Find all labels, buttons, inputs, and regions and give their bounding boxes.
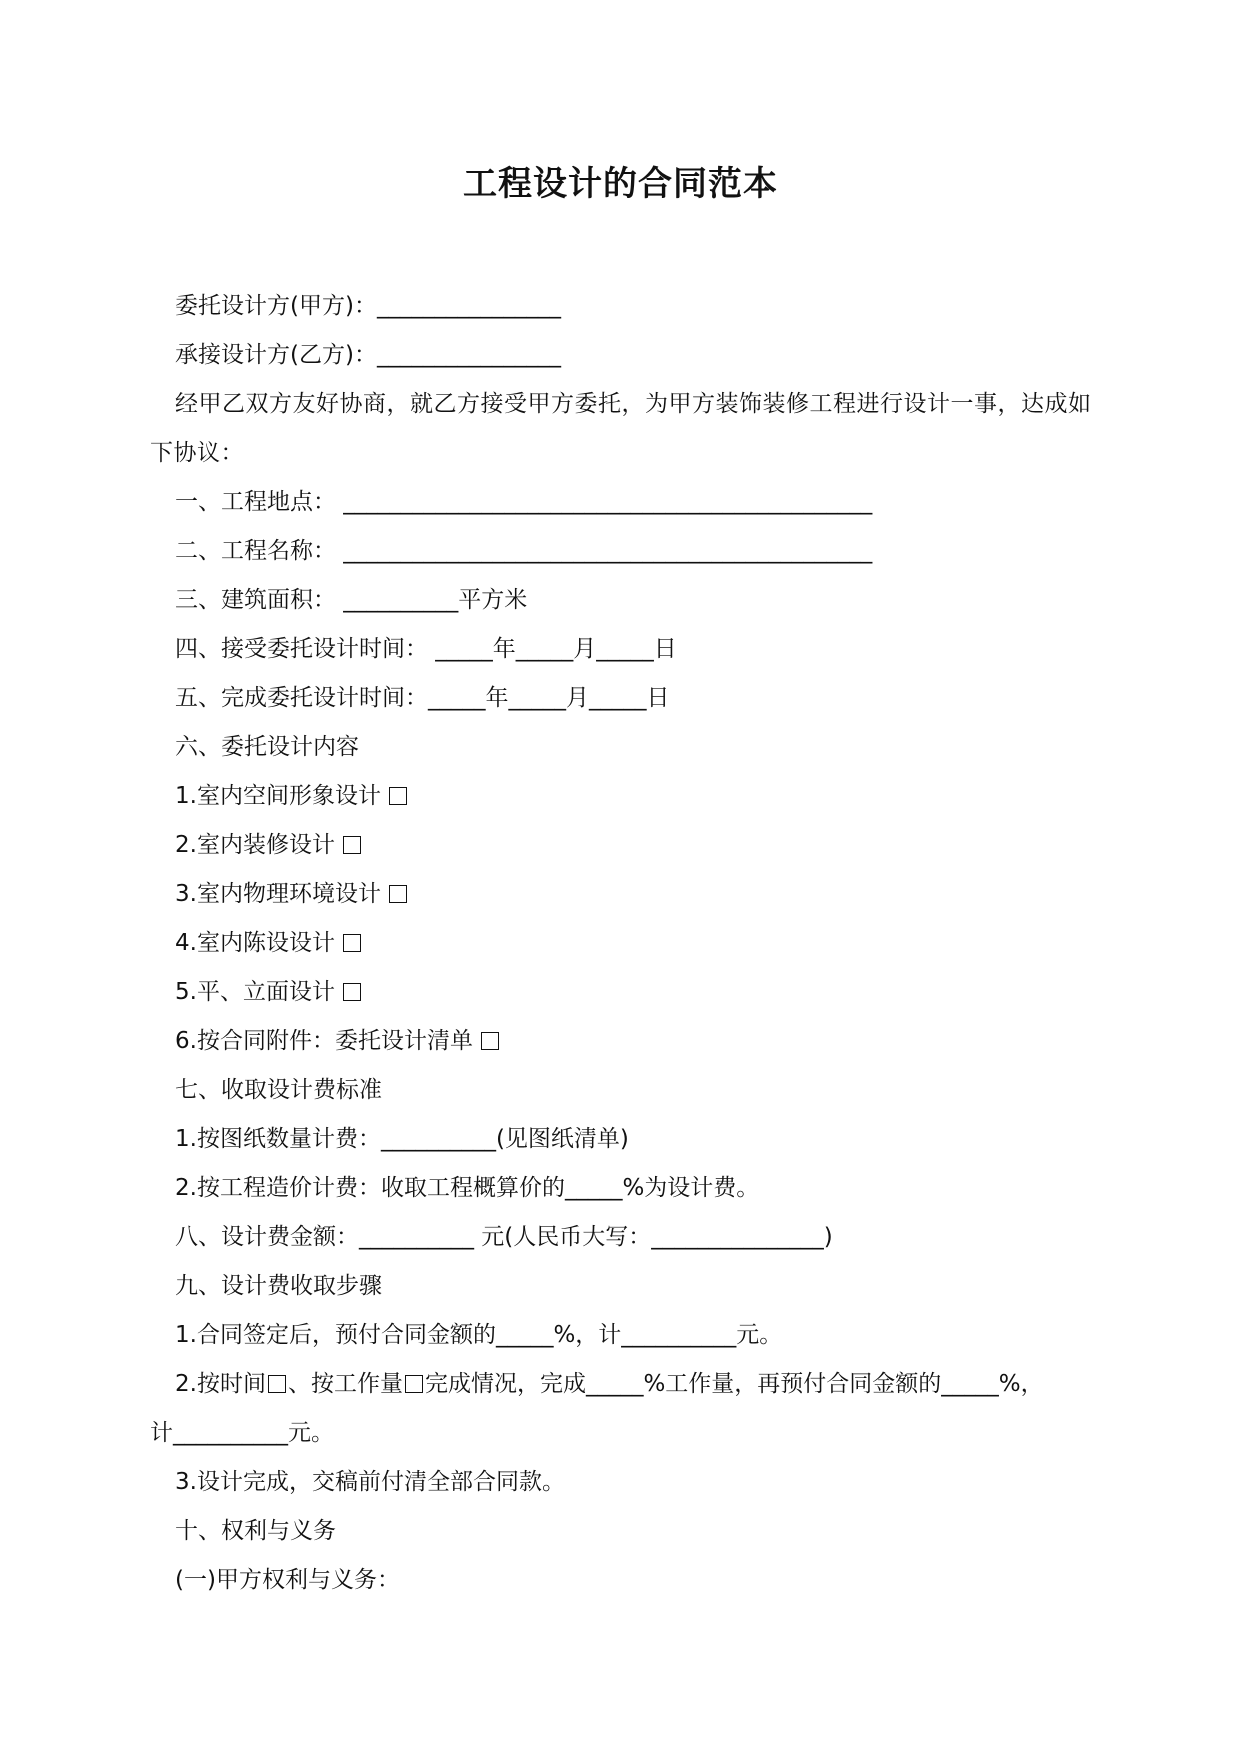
content-item-6 — [150, 1017, 1100, 1066]
content-item-label: 4.室内陈设设计 — [175, 930, 335, 956]
section-fee-standard: 七、收取设计费标准 — [175, 1077, 382, 1103]
party-a-rights-heading: (一)甲方权利与义务： — [175, 1567, 400, 1593]
intro-paragraph: 经甲乙双方友好协商，就乙方接受甲方委托，为甲方装饰装修工程进行设计一事，达成如下协议： — [150, 391, 1092, 466]
checkbox-icon — [389, 787, 407, 805]
content-item-label: 3.室内物理环境设计 — [175, 881, 381, 907]
section-building-area: 三、建筑面积： __________平方米 — [175, 587, 528, 613]
content-item-label: 5.平、立面设计 — [175, 979, 335, 1005]
checkbox-icon — [405, 1375, 423, 1393]
section-complete-time: 五、完成委托设计时间：_____年_____月_____日 — [175, 685, 670, 711]
content-item-2 — [150, 821, 1100, 870]
payment-step-2-continued: 计__________元。 — [150, 1420, 334, 1446]
fee-by-drawings: 1.按图纸数量计费：__________(见图纸清单) — [175, 1126, 629, 1152]
content-item-5 — [150, 968, 1100, 1017]
content-item-3 — [150, 870, 1100, 919]
section-project-name: 二、工程名称： ______________________________________________ — [175, 538, 873, 564]
checkbox-icon — [343, 836, 361, 854]
section-rights-obligations: 十、权利与义务 — [175, 1518, 336, 1544]
content-item-4 — [150, 919, 1100, 968]
payment-step-3: 3.设计完成，交稿前付清全部合同款。 — [175, 1469, 565, 1495]
section-project-location: 一、工程地点： ______________________________________________ — [175, 489, 873, 515]
client-party-line: 委托设计方(甲方)：________________ — [175, 293, 561, 319]
document-title: 工程设计的合同范本 — [463, 164, 778, 204]
checkbox-icon — [343, 934, 361, 952]
checkbox-icon — [481, 1032, 499, 1050]
payment-step-1: 1.合同签定后，预付合同金额的_____%，计__________元。 — [175, 1322, 783, 1348]
payment-step-2-part: 、按工作量 — [287, 1371, 403, 1397]
content-item-1 — [150, 772, 1100, 821]
fee-by-cost: 2.按工程造价计费：收取工程概算价的_____%为设计费。 — [175, 1175, 760, 1201]
payment-step-2-part: 2.按时间 — [175, 1371, 266, 1397]
checkbox-icon — [343, 983, 361, 1001]
section-fee-amount: 八、设计费金额：__________ 元(人民币大写：_______________) — [175, 1224, 833, 1250]
document-body — [150, 282, 1100, 1605]
payment-step-2 — [150, 1360, 1100, 1409]
section-payment-steps: 九、设计费收取步骤 — [175, 1273, 382, 1299]
checkbox-icon — [389, 885, 407, 903]
content-item-label: 6.按合同附件：委托设计清单 — [175, 1028, 473, 1054]
contractor-party-line: 承接设计方(乙方)：________________ — [175, 342, 561, 368]
payment-step-2-part: 完成情况，完成_____%工作量，再预付合同金额的_____%， — [424, 1371, 1044, 1397]
content-item-label: 1.室内空间形象设计 — [175, 783, 381, 809]
section-accept-time: 四、接受委托设计时间： _____年_____月_____日 — [175, 636, 677, 662]
content-item-label: 2.室内装修设计 — [175, 832, 335, 858]
checkbox-icon — [268, 1375, 286, 1393]
section-design-content: 六、委托设计内容 — [175, 734, 359, 760]
